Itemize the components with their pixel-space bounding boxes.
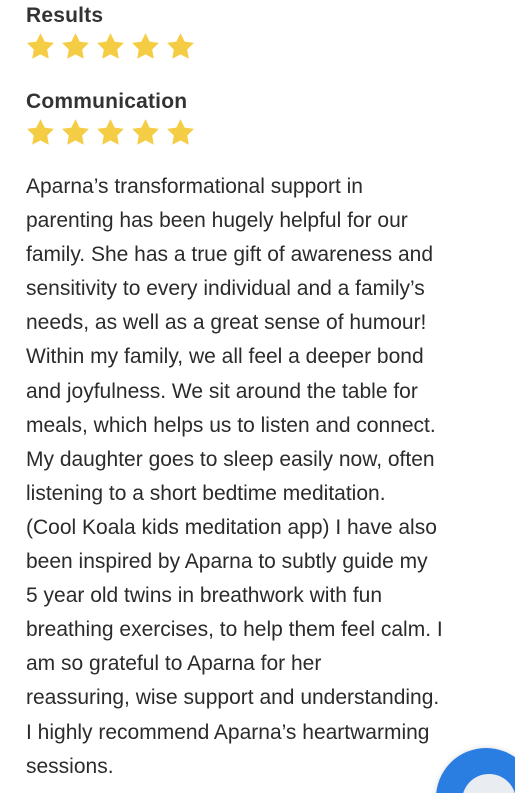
review-line: family. She has a true gift of awareness and: [26, 243, 433, 267]
rating-stars-communication: [25, 117, 196, 148]
review-text: [26, 170, 496, 784]
star-icon: [130, 31, 161, 62]
star-icon: [95, 117, 126, 148]
review-line: (Cool Koala kids meditation app) I have also: [26, 515, 437, 539]
review-line: Aparna’s transformational support in: [26, 175, 363, 198]
review-line: Within my family, we all feel a deeper bond: [26, 345, 424, 369]
star-icon: [25, 31, 56, 62]
review-line: I highly recommend Aparna’s heartwarming: [26, 720, 430, 744]
star-icon: [165, 31, 196, 62]
star-icon: [25, 117, 56, 148]
review-line: meals, which helps us to listen and connect.: [26, 413, 436, 437]
star-icon: [60, 117, 91, 148]
star-icon: [95, 31, 126, 62]
review-line: 5 year old twins in breathwork with fun: [26, 584, 383, 608]
rating-label-communication: Communication: [26, 90, 188, 113]
review-line: am so grateful to Aparna for her: [26, 652, 322, 676]
rating-label-results: Results: [26, 4, 104, 27]
review-line: sessions.: [26, 754, 114, 778]
review-line: My daughter goes to sleep easily now, often: [26, 447, 435, 471]
rating-stars-results: [25, 31, 196, 62]
star-icon: [130, 117, 161, 148]
review-line: needs, as well as a great sense of humour!: [26, 311, 427, 335]
star-icon: [60, 31, 91, 62]
review-line: parenting has been hugely helpful for our: [26, 209, 408, 233]
review-line: reassuring, wise support and understanding.: [26, 686, 440, 710]
review-line: and joyfulness. We sit around the table for: [26, 379, 418, 403]
review-line: been inspired by Aparna to subtly guide my: [26, 550, 428, 574]
review-line: sensitivity to every individual and a family’s: [26, 277, 425, 301]
review-line: listening to a short bedtime meditation.: [26, 481, 386, 505]
review-line: breathing exercises, to help them feel calm. I: [26, 618, 443, 642]
chat-launcher-icon: [462, 774, 515, 793]
star-icon: [165, 117, 196, 148]
